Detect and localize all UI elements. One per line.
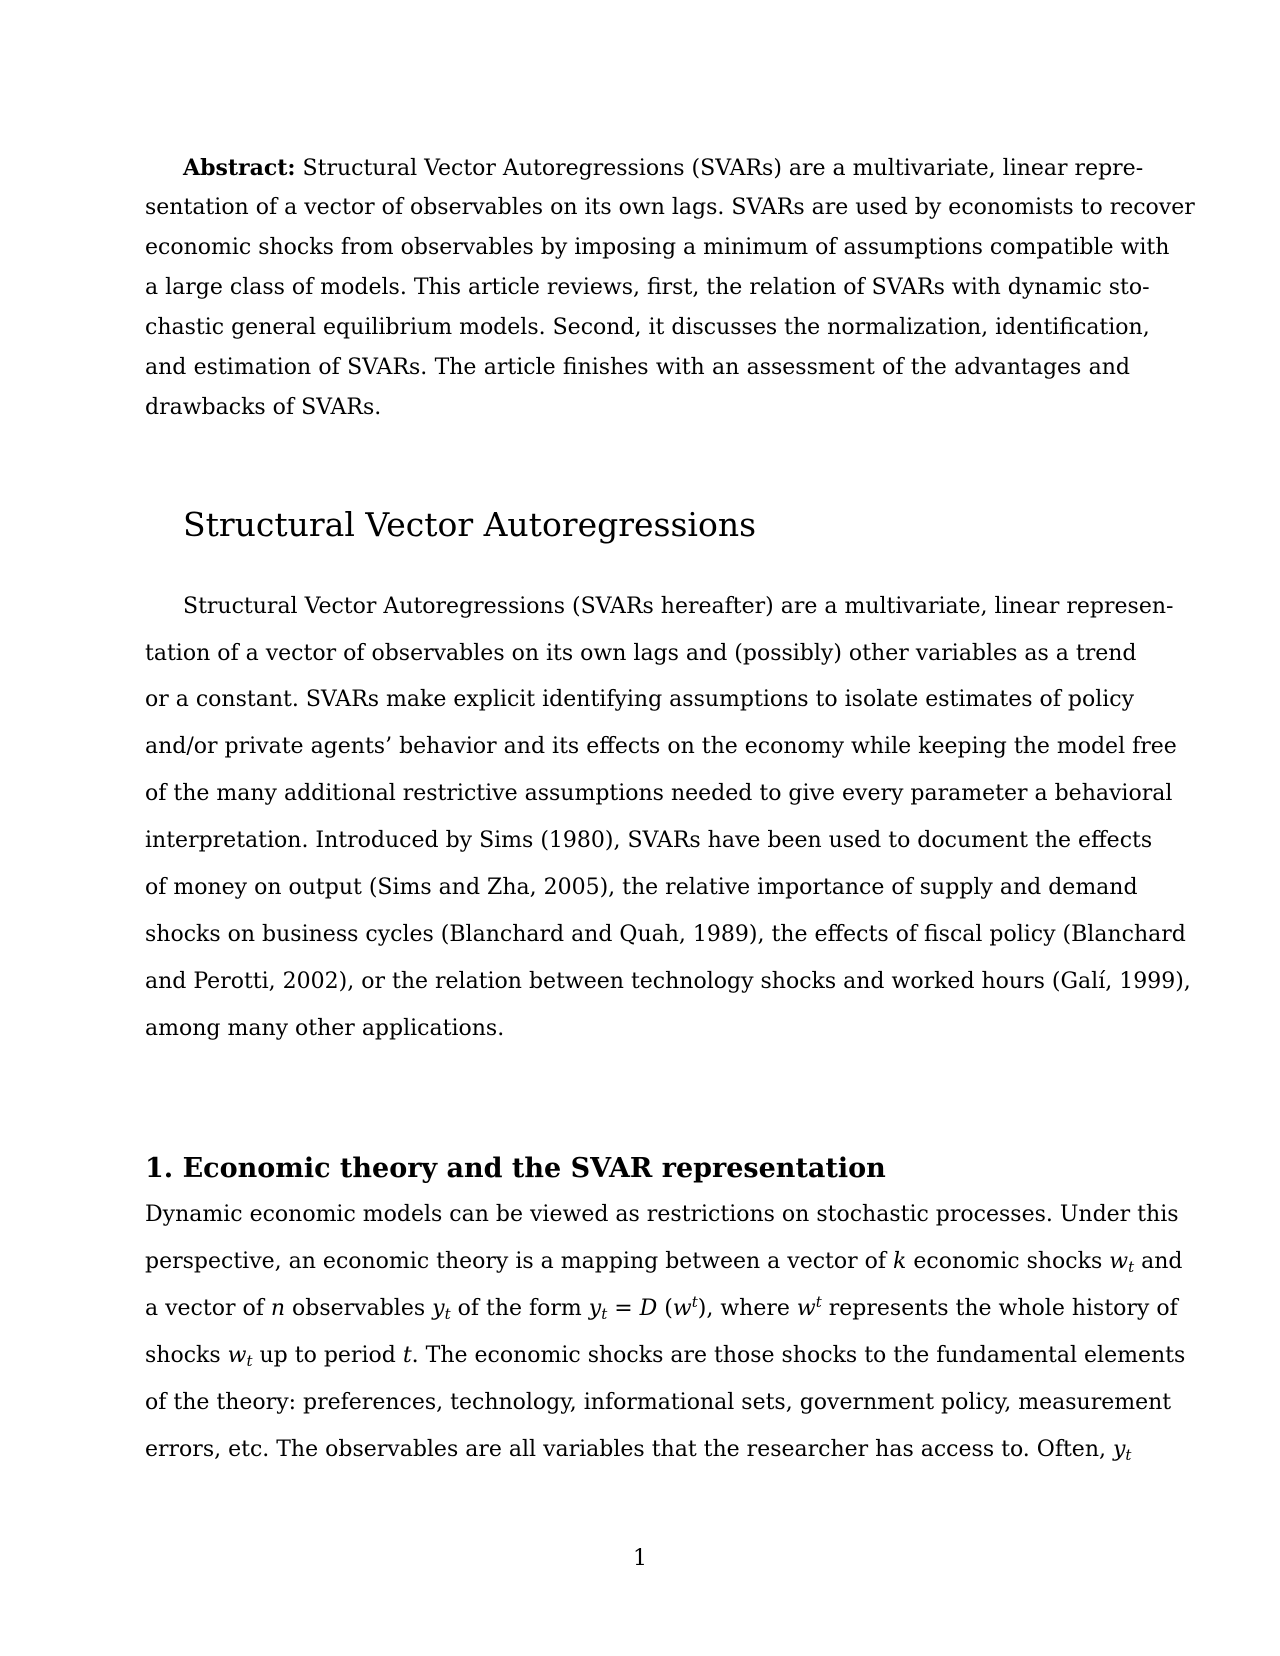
abstract-line-6: and estimation of SVARs. The article finishes with an assessment of the advantages and — [145, 355, 1130, 380]
intro-line-9: and Perotti, 2002), or the relation between technology shocks and worked hours (Galí, 1999), — [145, 969, 1191, 994]
page-number: 1 — [633, 1546, 647, 1571]
intro-line-7: of money on output (Sims and Zha, 2005), the relative importance of supply and demand — [145, 875, 1138, 900]
intro-line-5: of the many additional restrictive assumptions needed to give every parameter a behavioral — [145, 781, 1173, 806]
section1-line-5: of the theory: preferences, technology, informational sets, government policy, measurement — [145, 1390, 1172, 1415]
section1-line-1: Dynamic economic models can be viewed as restrictions on stochastic processes. Under this — [145, 1202, 1179, 1227]
abstract-line-5: chastic general equilibrium models. Second, it discusses the normalization, identification, — [145, 315, 1150, 340]
intro-line-1: Structural Vector Autoregressions (SVARs hereafter) are a multivariate, linear represen- — [183, 594, 1174, 619]
abstract-line-3: economic shocks from observables by imposing a minimum of assumptions compatible with — [145, 235, 1170, 260]
abstract-line-2: sentation of a vector of observables on its own lags. SVARs are used by economists to recover — [145, 195, 1195, 220]
section1-line-6: errors, etc. The observables are all variables that the researcher has access to. Often, $y_t$ — [145, 1437, 1132, 1464]
intro-line-4: and/or private agents’ behavior and its effects on the economy while keeping the model free — [145, 734, 1177, 759]
intro-line-6: interpretation. Introduced by Sims (1980), SVARs have been used to document the effects — [145, 828, 1153, 853]
abstract-line-4: a large class of models. This article reviews, first, the relation of SVARs with dynamic sto- — [145, 275, 1150, 300]
abstract-line-1: Abstract: Structural Vector Autoregressions (SVARs) are a multivariate, linear repre- — [183, 155, 1144, 181]
intro-line-10: among many other applications. — [145, 1016, 505, 1041]
section-heading: 1. Economic theory and the SVAR representation — [145, 1153, 886, 1184]
section1-line-4: shocks $w_t$ up to period t. The economic shocks are those shocks to the fundamental elements — [145, 1343, 1186, 1370]
abstract-label: Abstract: — [183, 155, 296, 181]
intro-line-8: shocks on business cycles (Blanchard and Quah, 1989), the effects of fiscal policy (Blanchard — [145, 922, 1186, 947]
section1-line-3: a vector of n observables $y_t$ of the form $y_t = D$ $(w^t)$, where $w^t$ represents the whole history of — [145, 1293, 1178, 1323]
section1-line-2: perspective, an economic theory is a mapping between a vector of k economic shocks $w_t$ and — [145, 1249, 1183, 1276]
abstract-line-7: drawbacks of SVARs. — [145, 395, 382, 420]
intro-line-2: tation of a vector of observables on its own lags and (possibly) other variables as a trend — [145, 641, 1137, 666]
paper-title: Structural Vector Autoregressions — [183, 505, 757, 544]
intro-line-3: or a constant. SVARs make explicit identifying assumptions to isolate estimates of policy — [145, 687, 1135, 712]
